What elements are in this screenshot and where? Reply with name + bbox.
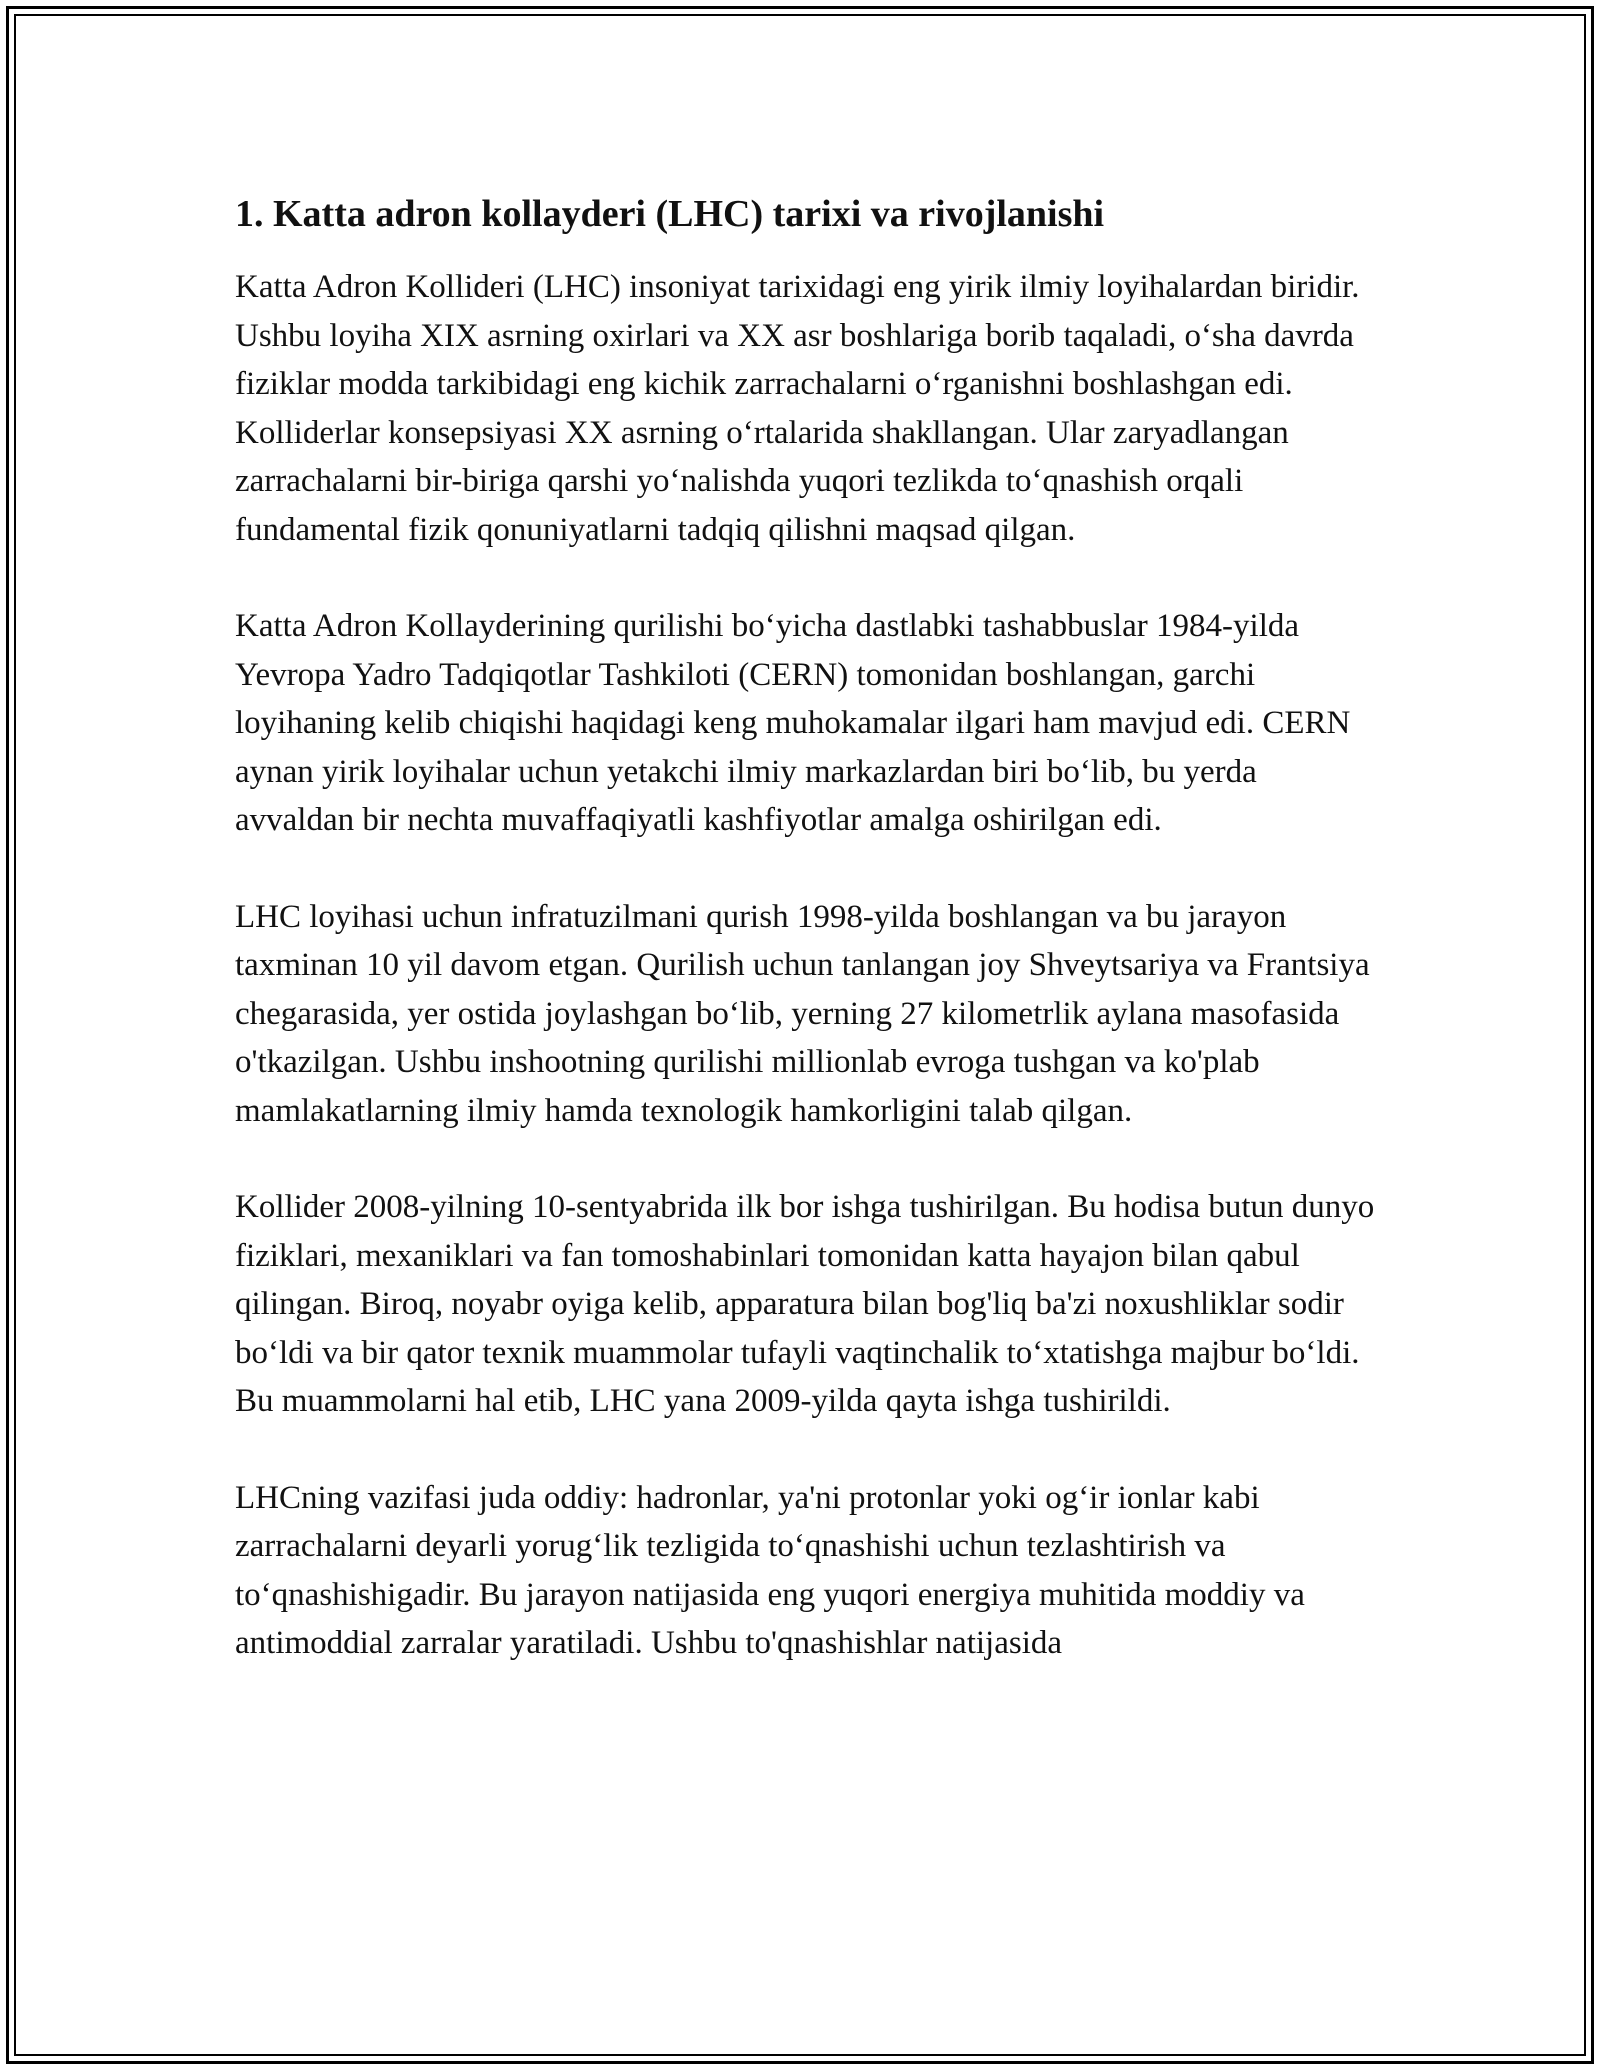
paragraph-2: Katta Adron Kollayderining qurilishi bo‘yicha dastlabki tashabbuslar 1984-yilda Yevropa Yadro Tadqiqotlar Tashkiloti (CERN) tomonidan boshlangan, garchi loyihaning kelib chiqishi haqidagi keng muhokamalar ilgari ham mavjud edi. CERN aynan yirik loyihalar uchun yetakchi ilmiy markazlardan biri bo‘lib, bu yerda avvaldan bir nechta muvaffaqiyatli kashfiyotlar amalga oshirilgan edi.: [235, 608, 1351, 838]
paragraph-5: LHCning vazifasi juda oddiy: hadronlar, ya'ni protonlar yoki og‘ir ionlar kabi zarrachalarni deyarli yorug‘lik tezligida to‘qnashishi uchun tezlashtirish va to‘qnashishigadir. Bu jarayon natijasida eng yuqori energiya muhitida moddiy va antimoddial zarralar yaratiladi. Ushbu to'qnashishlar natijasida: [235, 1479, 1305, 1661]
paragraph-3: LHC loyihasi uchun infratuzilmani qurish 1998-yilda boshlangan va bu jarayon taxminan 10 yil davom etgan. Qurilish uchun tanlangan joy Shveytsariya va Frantsiya chegarasida, yer ostida joylashgan bo‘lib, yerning 27 kilometrlik aylana masofasida o'tkazilgan. Ushbu inshootning qurilishi millionlab evroga tushgan va ko'plab mamlakatlarning ilmiy hamda texnologik hamkorligini talab qilgan.: [235, 898, 1370, 1129]
paragraph-4: Kollider 2008-yilning 10-sentyabrida ilk bor ishga tushirilgan. Bu hodisa butun dunyo fiziklari, mexaniklari va fan tomoshabinlari tomonidan katta hayajon bilan qabul qilingan. Biroq, noyabr oyiga kelib, apparatura bilan bog'liq ba'zi noxushliklar sodir bo‘ldi va bir qator texnik muammolar tufayli vaqtinchalik to‘xtatishga majbur bo‘ldi. Bu muammolarni hal etib, LHC yana 2009-yilda qayta ishga tushirildi.: [235, 1189, 1375, 1419]
section-heading: 1. Katta adron kollayderi (LHC) tarixi va rivojlanishi: [235, 193, 1105, 235]
document-body: [235, 185, 1375, 1716]
paragraph-1: Katta Adron Kollideri (LHC) insoniyat tarixidagi eng yirik ilmiy loyihalardan biridir. Ushbu loyiha XIX asrning oxirlari va XX asr boshlariga borib taqaladi, o‘sha davrda fiziklar modda tarkibidagi eng kichik zarrachalarni o‘rganishni boshlashgan edi. Kolliderlar konsepsiyasi XX asrning o‘rtalarida shakllangan. Ular zaryadlangan zarrachalarni bir-biriga qarshi yo‘nalishda yuqori tezlikda to‘qnashish orqali fundamental fizik qonuniyatlarni tadqiq qilishni maqsad qilgan.: [235, 269, 1360, 548]
